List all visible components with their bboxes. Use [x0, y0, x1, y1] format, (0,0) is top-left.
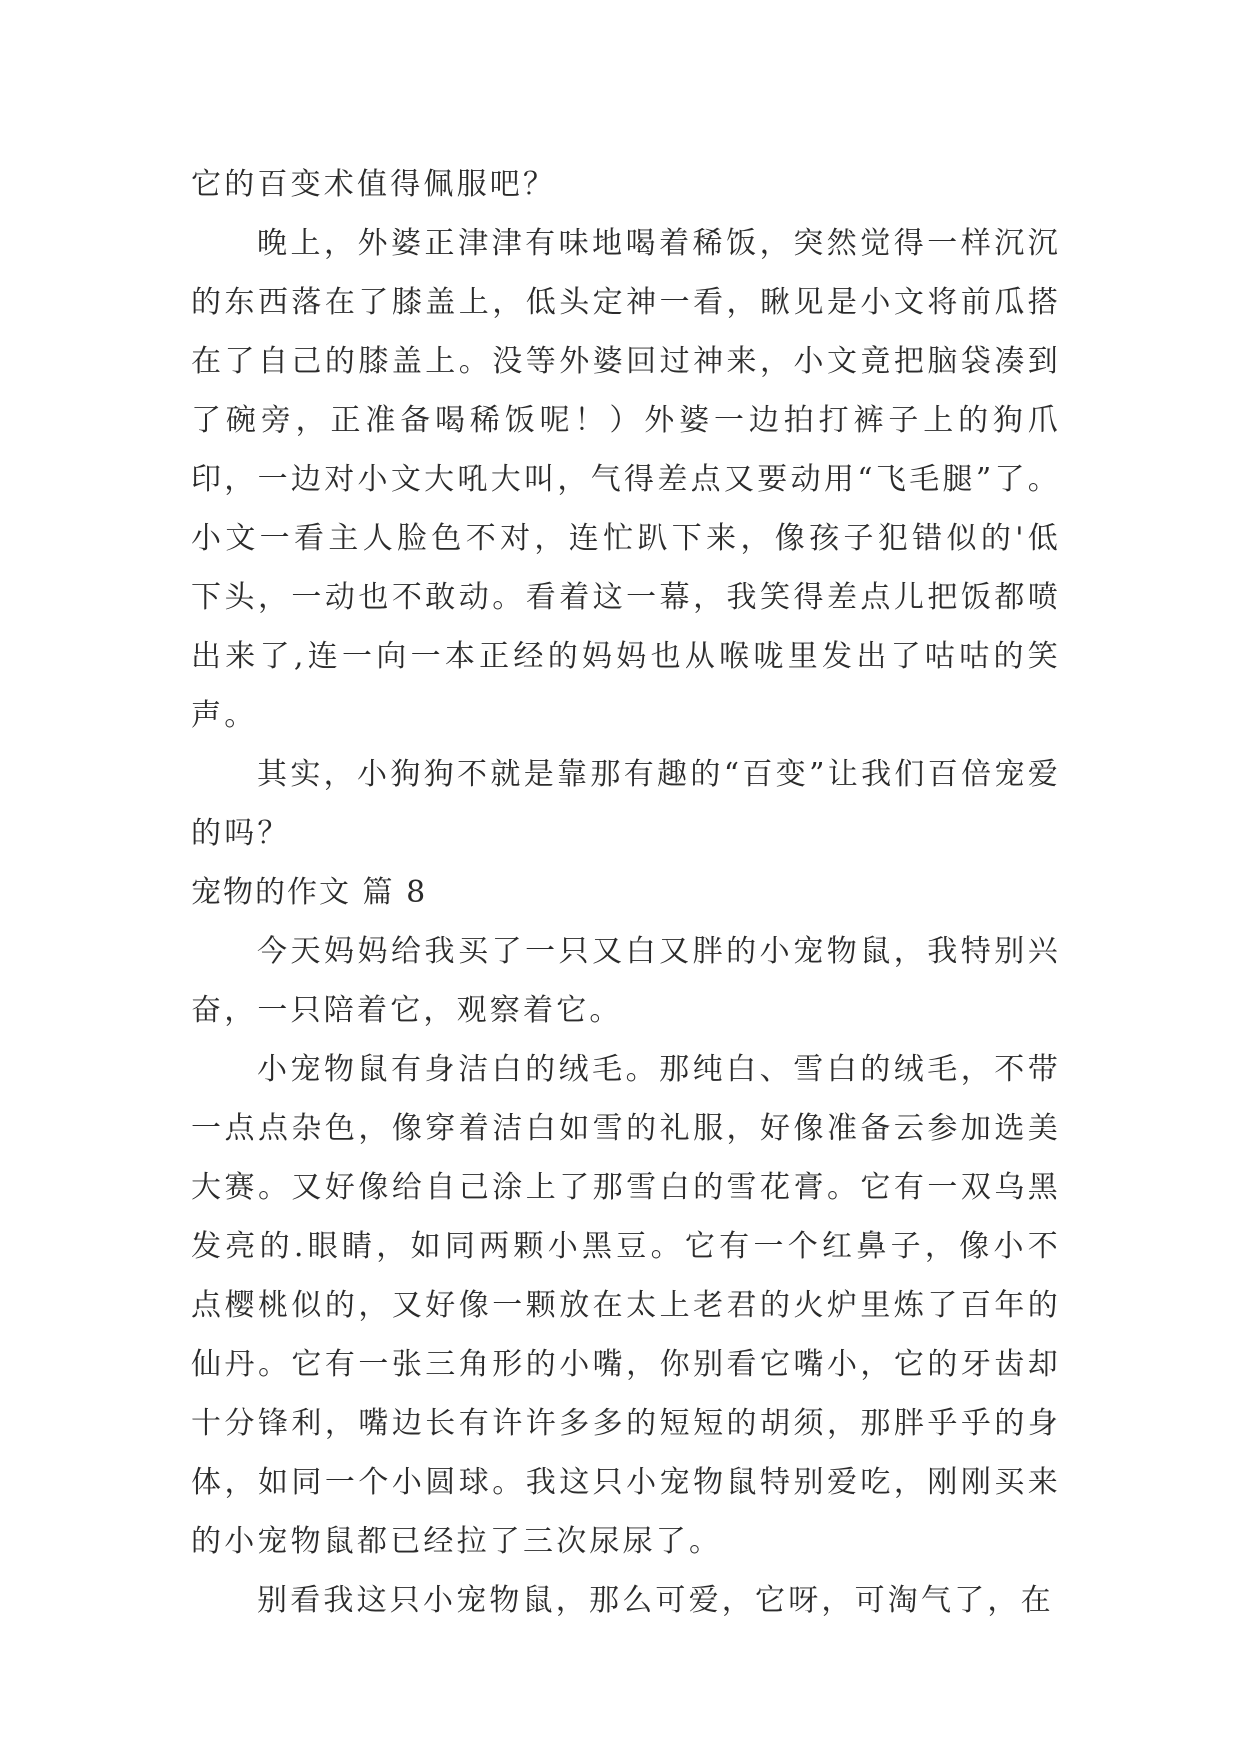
paragraph-naughty: 别看我这只小宠物鼠，那么可爱，它呀，可淘气了，在 — [257, 1583, 1054, 1618]
paragraph-intro: 今天妈妈给我买了一只又白又胖的小宠物鼠，我特别兴奋，一只陪着它，观察着它。 — [191, 934, 1061, 1028]
paragraph-dinner-scene: 晚上，外婆正津津有味地喝着稀饭，突然觉得一样沉沉的东西落在了膝盖上，低头定神一看，瞅见是小文将前瓜搭在了自己的膝盖上。没等外婆回过神来，小文竟把脑袋凑到了碗旁，正准备喝稀饭呢！）外婆一边拍打裤子上的狗爪印，一边对小文大吼大叫，气得差点又要动用“飞毛腿”了。小文一看主人脸色不对，连忙趴下来，像孩子犯错似的'低下头，一动也不敢动。看着这一幕，我笑得差点儿把饭都喷出来了,连一向一本正经的妈妈也从喉咙里发出了咕咕的笑声。 — [191, 226, 1061, 733]
document-body — [191, 155, 1061, 1630]
paragraph-conclusion: 其实，小狗狗不就是靠那有趣的“百变”让我们百倍宠爱的吗？ — [191, 757, 1061, 851]
section-heading: 宠物的作文 篇 8 — [191, 875, 428, 910]
paragraph-description: 小宠物鼠有身洁白的绒毛。那纯白、雪白的绒毛，不带一点点杂色，像穿着洁白如雪的礼服，好像准备云参加选美大赛。又好像给自己涂上了那雪白的雪花膏。它有一双乌黑发亮的.眼睛，如同两颗小黑豆。它有一个红鼻子，像小不点樱桃似的，又好像一颗放在太上老君的火炉里炼了百年的仙丹。它有一张三角形的小嘴，你别看它嘴小，它的牙齿却十分锋利，嘴边长有许许多多的短短的胡须，那胖乎乎的身体，如同一个小圆球。我这只小宠物鼠特别爱吃，刚刚买来的小宠物鼠都已经拉了三次尿尿了。 — [191, 1052, 1061, 1559]
paragraph-continuation: 它的百变术值得佩服吧？ — [191, 167, 557, 202]
